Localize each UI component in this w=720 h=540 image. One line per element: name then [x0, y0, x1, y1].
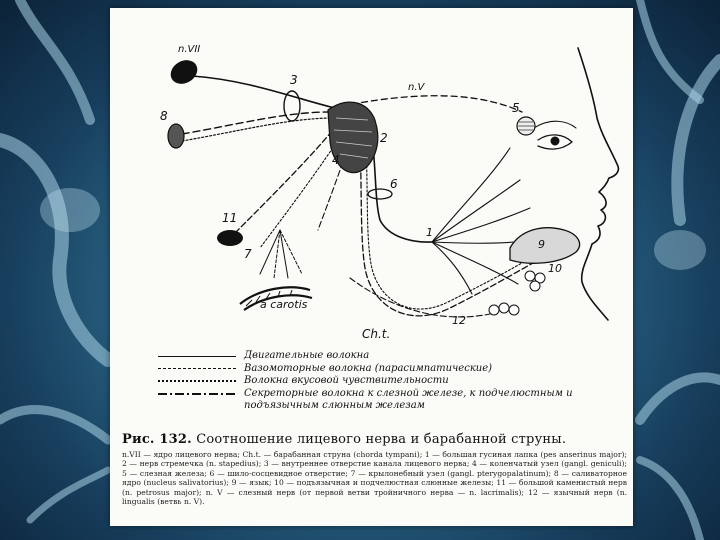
label-4: 4: [332, 153, 340, 167]
facial-nucleus: [166, 55, 201, 88]
label-3: 3: [290, 73, 298, 87]
vasomotor-fibers: [182, 112, 330, 134]
chorda-tympani: [360, 146, 542, 316]
salivatory-nucleus: [168, 124, 184, 148]
legend-item-taste: [158, 375, 628, 388]
legend-text: Волокна вкусовой чувствительности: [244, 375, 449, 387]
label-1: 1: [426, 226, 433, 239]
legend: [158, 350, 628, 413]
label-2: 2: [380, 131, 388, 145]
legend-text: Вазомоторные волокна (парасимпатические): [244, 362, 493, 374]
figure-title: Соотношение лицевого нерва и барабанной струны.: [196, 432, 567, 447]
legend-item-vasomotor: [158, 363, 628, 376]
legend-item-continuation: [158, 400, 628, 413]
textbook-page: [110, 8, 633, 526]
legend-text: Секреторные волокна к слезной железе, к подчелюстным и: [244, 387, 573, 399]
figure-number: Рис. 132.: [122, 432, 192, 447]
petrosal-node: [217, 230, 243, 246]
label-6: 6: [390, 177, 398, 191]
label-carotis: a carotis: [260, 298, 308, 311]
label-9: 9: [538, 238, 545, 251]
face-profile: [578, 48, 618, 320]
legend-text-continuation: подъязычным слюнным железам: [244, 400, 425, 412]
legend-item-secretory: [158, 388, 628, 401]
label-8: 8: [160, 109, 168, 123]
label-chorda: Ch.t.: [362, 327, 391, 341]
label-5: 5: [512, 101, 520, 115]
salivary-glands: [489, 271, 545, 315]
label-10: 10: [548, 262, 562, 275]
figure-key-text: n.VII — ядро лицевого нерва; Ch.t. — барабанная струна (chorda tympani); 1 — большая гусиная лапка (pes anserinus major); 2 — нерв стремечка (n. stapedius); 3 — внутреннее отверстие канала лицевого нерва; 4 — коленчатый узел (gangl. geniculi); 5 — слезная железа; 6 — шило-сосцевидное отверстие; 7 — крылонебный узел (gangl. pterygopalatinum); 8 — саливаторное ядро (nucleus salivatorius); 9 — язык; 10 — подъязычная и подчелюстная слюнные железы; 11 — большой каменистый нерв (n. petrosus major); n. V — слезный нерв (от первой ветви тройничного нерва — n. lacrimalis); 12 — язычный нерв (n. lingualis (ветвь n. V).: [122, 450, 627, 507]
label-n5: n.V: [408, 82, 425, 93]
label-12: 12: [452, 314, 466, 327]
pes-anserinus: [432, 148, 534, 294]
legend-text: Двигательные волокна: [244, 350, 370, 362]
label-7: 7: [244, 247, 252, 261]
figure-caption: [122, 432, 627, 447]
legend-item-motor: [158, 350, 628, 363]
lingual-nerve: [350, 278, 490, 317]
label-n7: n.VII: [178, 44, 201, 55]
facial-nerve-diagram: [110, 8, 633, 348]
label-11: 11: [222, 211, 238, 225]
